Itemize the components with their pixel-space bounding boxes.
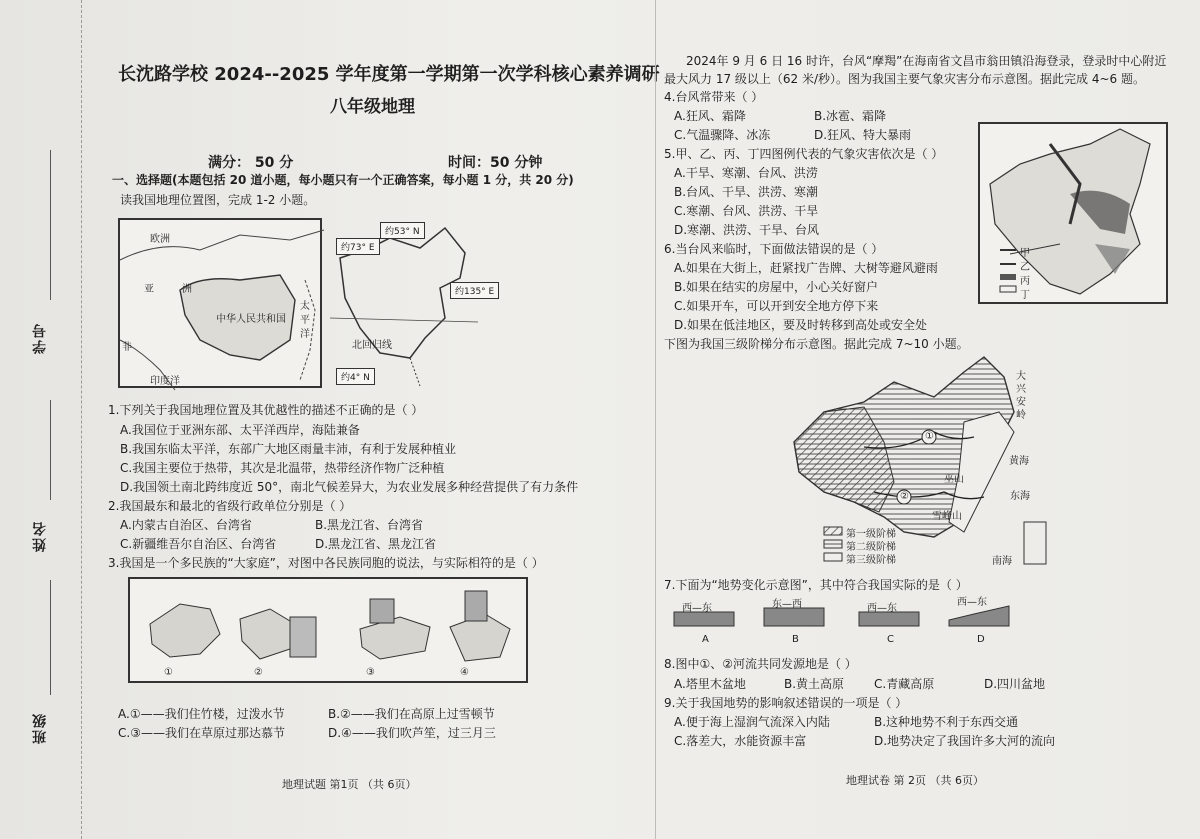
- q6-option-c[interactable]: C.如果开车，可以开到安全地方停下来: [674, 299, 879, 313]
- q3-stem: 3.我国是一个多民族的“大家庭”，对图中各民族同胞的说法，与实际相符的是（ ）: [108, 556, 544, 570]
- name-line: [50, 400, 51, 500]
- disaster-map-shapes: [980, 124, 1170, 306]
- pacific-label: 太平洋: [300, 301, 310, 340]
- ethnic-figure-shapes: [130, 579, 530, 685]
- marker-1: ①: [925, 431, 934, 442]
- ethnic-pic-1: ①: [164, 667, 173, 678]
- legend-yi: 乙: [1020, 262, 1030, 273]
- location-map-shapes: [120, 220, 324, 390]
- q5-option-d[interactable]: D.寒潮、洪涝、干旱、台风: [674, 223, 820, 237]
- q7-option-b[interactable]: B: [792, 634, 799, 645]
- donghai-label: 东海: [1010, 491, 1030, 502]
- q4-option-c[interactable]: C.气温骤降、冰冻: [674, 128, 771, 142]
- q3-option-c[interactable]: C.③——我们在草原过那达慕节: [118, 726, 285, 740]
- q6-stem: 6.当台风来临时，下面做法错误的是（ ）: [664, 242, 884, 256]
- longitude-135-tag: 约135° E: [450, 282, 499, 299]
- ethnic-pic-3: ③: [366, 667, 375, 678]
- q2-option-a[interactable]: A.内蒙古自治区、台湾省: [120, 518, 252, 532]
- q6-option-b[interactable]: B.如果在结实的房屋中，小心关好窗户: [674, 280, 879, 294]
- longitude-73-tag: 约73° E: [336, 238, 380, 255]
- latitude-53-tag: 约53° N: [380, 222, 425, 239]
- q9-stem: 9.关于我国地势的影响叙述错误的一项是（ ）: [664, 696, 908, 710]
- asia-label-2: 洲: [182, 284, 192, 295]
- binding-strip: [0, 0, 82, 839]
- q1-option-c[interactable]: C.我国主要位于热带，其次是北温带，热带经济作物广泛种植: [120, 461, 445, 475]
- terrain-map: [784, 352, 1054, 570]
- q3-option-b[interactable]: B.②——我们在高原上过雪顿节: [328, 707, 495, 721]
- q6-option-a[interactable]: A.如果在大街上，赶紧找广告牌、大树等避风避雨: [674, 261, 938, 275]
- tropic-label: 北回归线: [352, 340, 392, 351]
- q8-stem: 8.图中①、②河流共同发源地是（ ）: [664, 657, 857, 671]
- q7-d-direction: 西—东: [957, 597, 987, 608]
- q3-option-a[interactable]: A.①——我们住竹楼，过泼水节: [118, 707, 285, 721]
- page-1: [100, 0, 660, 839]
- q6-option-d[interactable]: D.如果在低洼地区，要及时转移到高处或安全处: [674, 318, 928, 332]
- typhoon-intro-2: 最大风力 17 级以上（62 米/秒）。图为我国主要气象灾害分布示意图。据此完成 4~6 题。: [664, 72, 1145, 86]
- ethnic-pic-2: ②: [254, 667, 263, 678]
- africa-label: 非: [122, 342, 132, 353]
- student-id-line: [50, 150, 51, 300]
- q9-option-d[interactable]: D.地势决定了我国许多大河的流向: [874, 734, 1056, 748]
- q8-option-b[interactable]: B.黄土高原: [784, 677, 845, 691]
- legend-ding: 丁: [1020, 290, 1030, 301]
- q5-option-a[interactable]: A.干旱、寒潮、台风、洪涝: [674, 166, 818, 180]
- indian-ocean-label: 印度洋: [150, 376, 180, 387]
- q9-option-b[interactable]: B.这种地势不利于东西交通: [874, 715, 1019, 729]
- class-line: [50, 580, 51, 695]
- q9-option-a[interactable]: A.便于海上湿润气流深入内陆: [674, 715, 830, 729]
- disaster-map: [978, 122, 1168, 304]
- q2-option-d[interactable]: D.黑龙江省、黑龙江省: [315, 537, 437, 551]
- location-map: [118, 218, 322, 388]
- wushan-label: 巫山: [944, 474, 964, 485]
- typhoon-intro-1: 2024年 9 月 6 日 16 时许，台风“摩羯”在海南省文昌市翁田镇沿海登录，登录时中心附近: [686, 54, 1167, 68]
- legend-step-3: 第三级阶梯: [846, 555, 896, 566]
- q8-option-d[interactable]: D.四川盆地: [984, 677, 1046, 691]
- class-label: 班级: [32, 712, 48, 744]
- q7-option-a[interactable]: A: [702, 634, 709, 645]
- q2-stem: 2.我国最东和最北的省级行政单位分别是（ ）: [108, 499, 352, 513]
- q5-stem: 5.甲、乙、丙、丁四图例代表的气象灾害依次是（ ）: [664, 147, 944, 161]
- q7-c-direction: 西—东: [867, 603, 897, 614]
- q4-stem: 4.台风常带来（ ）: [664, 90, 764, 104]
- nanhai-label: 南海: [992, 556, 1012, 567]
- huanghai-label: 黄海: [1009, 456, 1029, 467]
- ethnic-figure: [128, 577, 528, 683]
- legend-jia: 甲: [1020, 248, 1030, 259]
- q8-option-c[interactable]: C.青藏高原: [874, 677, 935, 691]
- legend-step-2: 第二级阶梯: [846, 542, 896, 553]
- full-score: 满分： 50 分: [208, 155, 294, 171]
- europe-label: 欧洲: [150, 234, 170, 245]
- name-label: 姓名: [32, 520, 48, 552]
- q2-option-b[interactable]: B.黑龙江省、台湾省: [315, 518, 424, 532]
- q4-option-b[interactable]: B.冰雹、霜降: [814, 109, 887, 123]
- q1-stem: 1.下列关于我国地理位置及其优越性的描述不正确的是（ ）: [108, 403, 424, 417]
- q9-option-c[interactable]: C.落差大，水能资源丰富: [674, 734, 807, 748]
- exam-title: 长沈路学校 2024--2025 学年度第一学期第一次学科核心素养调研: [118, 64, 660, 85]
- q7-option-d[interactable]: D: [977, 634, 985, 645]
- q4-option-a[interactable]: A.狂风、霜降: [674, 109, 746, 123]
- marker-2: ②: [900, 491, 909, 502]
- q7-profiles: [674, 598, 1034, 648]
- q7-stem: 7.下面为“地势变化示意图”，其中符合我国实际的是（ ）: [664, 578, 968, 592]
- q5-option-b[interactable]: B.台风、干旱、洪涝、寒潮: [674, 185, 819, 199]
- daxing-label: 大兴安岭: [1016, 371, 1026, 421]
- exam-time: 时间：50 分钟: [448, 155, 543, 171]
- q7-option-c[interactable]: C: [887, 634, 894, 645]
- page-2: [655, 0, 1185, 839]
- asia-label-1: 亚: [144, 284, 154, 295]
- section-intro: 读我国地理位置图，完成 1-2 小题。: [120, 193, 316, 207]
- xuefeng-label: 雪峰山: [932, 511, 962, 522]
- student-id-label: 学号: [32, 322, 48, 354]
- q3-option-d[interactable]: D.④——我们吹芦笙，过三月三: [328, 726, 496, 740]
- ethnic-pic-4: ④: [460, 667, 469, 678]
- q1-option-d[interactable]: D.我国领土南北跨纬度近 50°，南北气候差异大，为农业发展多种经营提供了有力条件: [120, 480, 579, 494]
- q7-b-direction: 东—西: [772, 599, 802, 610]
- legend-bing: 丙: [1020, 276, 1030, 287]
- q5-option-c[interactable]: C.寒潮、台风、洪涝、干旱: [674, 204, 819, 218]
- q2-option-c[interactable]: C.新疆维吾尔自治区、台湾省: [120, 537, 277, 551]
- q1-option-b[interactable]: B.我国东临太平洋，东部广大地区雨量丰沛，有利于发展种植业: [120, 442, 457, 456]
- legend-step-1: 第一级阶梯: [846, 529, 896, 540]
- page-1-footer: 地理试题 第1页 （共 6页）: [282, 778, 417, 791]
- q1-option-a[interactable]: A.我国位于亚洲东部、太平洋西岸，海陆兼备: [120, 423, 360, 437]
- q7-a-direction: 西—东: [682, 603, 712, 614]
- latitude-4-tag: 约4° N: [336, 368, 375, 385]
- section-heading: 一、选择题(本题包括 20 道小题，每小题只有一个正确答案，每小题 1 分，共 20 分): [112, 173, 574, 187]
- terrain-intro: 下图为我国三级阶梯分布示意图。据此完成 7~10 小题。: [664, 337, 969, 351]
- q4-option-d[interactable]: D.狂风、特大暴雨: [814, 128, 912, 142]
- exam-subject: 八年级地理: [330, 97, 415, 117]
- prc-label: 中华人民共和国: [216, 314, 286, 325]
- page-2-footer: 地理试卷 第 2页 （共 6页）: [846, 774, 984, 787]
- q8-option-a[interactable]: A.塔里木盆地: [674, 677, 746, 691]
